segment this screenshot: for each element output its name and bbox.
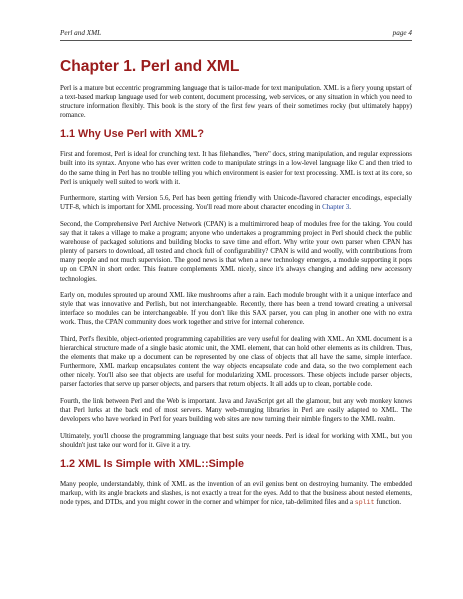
section-1-1-paragraph-2 bbox=[60, 194, 412, 212]
chapter-title: Chapter 1. Perl and XML bbox=[60, 58, 240, 75]
section-1-1-paragraph-4: Early on, modules sprouted up around XML like mushrooms after a rain. Each module brought with it a unique interface and style that was innovative and Perlish, but not interchangeable. Recently, there has been a trend toward creating a universal interface so modules can be interchangeable. If you don't like this SAX parser, you can plug in another one with no extra work. Thus, the CPAN community does work together and strive for internal coherence. bbox=[60, 291, 412, 327]
section-1-1-paragraph-6: Fourth, the link between Perl and the Web is important. Java and JavaScript get all the glamour, but any web monkey knows that Perl lurks at the back end of most servers. Many web-munging libraries in Perl are easily adapted to XML. The developers who have worked in Perl for years building web sites are now turning their nimble fingers to the XML realm. bbox=[60, 397, 412, 424]
chapter-3-link[interactable]: Chapter 3 bbox=[322, 203, 350, 212]
section-1-1-paragraph-7: Ultimately, you'll choose the programming language that best suits your needs. Perl is ideal for working with XML, but you shouldn't just take our word for it. Give it a try. bbox=[60, 431, 412, 449]
section-1-2-paragraph-1 bbox=[60, 480, 412, 507]
section-1-1-heading: 1.1 Why Use Perl with XML? bbox=[60, 128, 204, 141]
chapter-intro-paragraph: Perl is a mature but eccentric programming language that is tailor-made for text manipulation. XML is a fiery young upstart of a text-based markup language used for web content, document processing, web services, or any situation in which you need to structure information flexibly. This book is the story of the first few years of their sometimes rocky (but ultimately happy) romance. bbox=[60, 84, 412, 120]
paragraph-text: Many people, understandably, think of XML as the invention of an evil genius bent on destroying humanity. The embedded markup, with its angle brackets and slashes, is not exactly a treat for the eyes. Add to that the business about nested elements, node types, and DTDs, and you might cower in the corner and whimper for nice, tab-delimited files and a bbox=[60, 480, 412, 507]
header-divider bbox=[60, 40, 412, 41]
section-1-1-paragraph-3: Second, the Comprehensive Perl Archive Network (CPAN) is a multimirrored heap of modules free for the taking. You could say that it takes a village to make a program; anyone who undertakes a programming project in Perl should check the public warehouse of packaged solutions and building blocks to save time and effort. Why write your own parser when CPAN has plenty of parsers to download, all tested and chock full of configurability? CPAN is wild and woolly, with contributions from many people and not much supervision. The good news is that when a new technology emerges, a module supporting it pops up on CPAN in short order. This feature complements XML nicely, since it's always changing and adding new accessory technologies. bbox=[60, 219, 412, 283]
section-1-1-paragraph-5: Third, Perl's flexible, object-oriented programming capabilities are very useful for dealing with XML. An XML document is a hierarchical structure made of a single basic atomic unit, the XML element, that can hold other elements as its children. Thus, the elements that make up a document can be represented by one class of objects that all have the same, simple interface. Furthermore, XML markup encapsulates content the way objects encapsulate code and data, so the two complement each other nicely. You'll also see that objects are useful for modularizing XML processors. These objects include parser objects, parser factories that serve up parser objects, and parsers that return objects. It all adds up to clean, portable code. bbox=[60, 334, 412, 389]
paragraph-text: Furthermore, starting with Version 5.6, Perl has been getting friendly with Unicode-flavored character encodings, especially UTF-8, which is important for XML processing. You'll read more about character encoding in bbox=[60, 194, 412, 212]
section-1-1-paragraph-1: First and foremost, Perl is ideal for crunching text. It has filehandles, "here" docs, string manipulation, and regular expressions built into its syntax. Anyone who has ever written code to manipulate strings in a low-level language like C and then tried to do the same thing in Perl has no trouble telling you which environment is easier for text processing. XML is text at its core, so Perl is uniquely well suited to work with it. bbox=[60, 150, 412, 186]
split-code: split bbox=[354, 499, 375, 507]
header-book-title: Perl and XML bbox=[60, 29, 102, 37]
section-1-2-heading: 1.2 XML Is Simple with XML::Simple bbox=[60, 458, 244, 470]
paragraph-text: function. bbox=[374, 498, 402, 507]
page-body bbox=[60, 58, 412, 515]
paragraph-text: . bbox=[349, 203, 351, 212]
header-page-number: page 4 bbox=[392, 29, 412, 37]
